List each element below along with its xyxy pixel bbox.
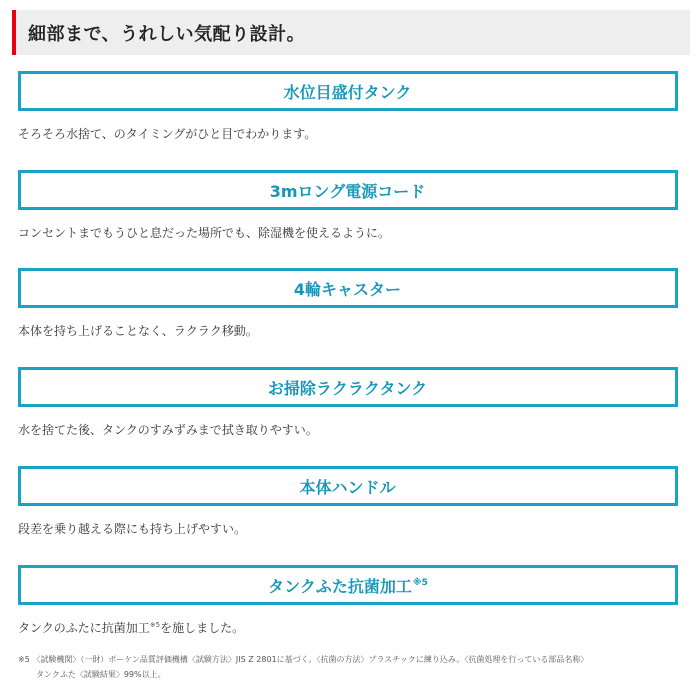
feature-item (18, 466, 678, 537)
feature-description: 水を捨てた後、タンクのすみずみまで拭き取りやすい。 (18, 423, 318, 437)
feature-title-box (18, 367, 678, 407)
footnote-line: タンクふた〈試験結果〉99%以上。 (36, 670, 166, 679)
feature-title-box (18, 268, 678, 308)
section-title: 細部まで、うれしい気配り設計。 (28, 23, 306, 45)
feature-item (18, 71, 678, 142)
feature-item (18, 268, 678, 339)
feature-item (18, 367, 678, 438)
feature-title: お掃除ラクラクタンク (267, 378, 428, 398)
feature-title: 3mロング電源コード (269, 181, 426, 201)
feature-description: コンセントまでもうひと息だった場所でも、除湿機を使えるように。 (18, 226, 391, 240)
footnote-line: ※5 〈試験機関〉（一財）ボーケン品質評価機構〈試験方法〉JIS Z 2801に基づく。〈抗菌の方法〉プラスチックに練り込み。〈抗菌処理を行っている部品名称〉 (18, 655, 589, 664)
footnote-marker: ※5 (412, 578, 428, 589)
feature-description: 段差を乗り越える際にも持ち上げやすい。 (18, 522, 247, 536)
feature-title: タンクふた抗菌加工$^{※5}$ (268, 576, 428, 596)
feature-title: 本体ハンドル (299, 477, 396, 497)
footnote (18, 652, 690, 682)
feature-title-box (18, 565, 678, 605)
feature-description: タンクのふたに抗菌加工$^{※5}$を施しました。 (18, 621, 245, 635)
feature-item (18, 565, 678, 636)
feature-title: 水位目盛付タンク (283, 82, 412, 102)
feature-description: 本体を持ち上げることなく、ラクラク移動。 (18, 324, 258, 338)
feature-item (18, 170, 678, 241)
feature-description: そろそろ水捨て、のタイミングがひと目でわかります。 (18, 127, 317, 141)
section-header (12, 10, 690, 55)
feature-title-box (18, 170, 678, 210)
footnote-marker: ※5 (149, 621, 161, 629)
feature-title: 4輪キャスター (293, 279, 402, 299)
feature-title-box (18, 71, 678, 111)
feature-title-box (18, 466, 678, 506)
